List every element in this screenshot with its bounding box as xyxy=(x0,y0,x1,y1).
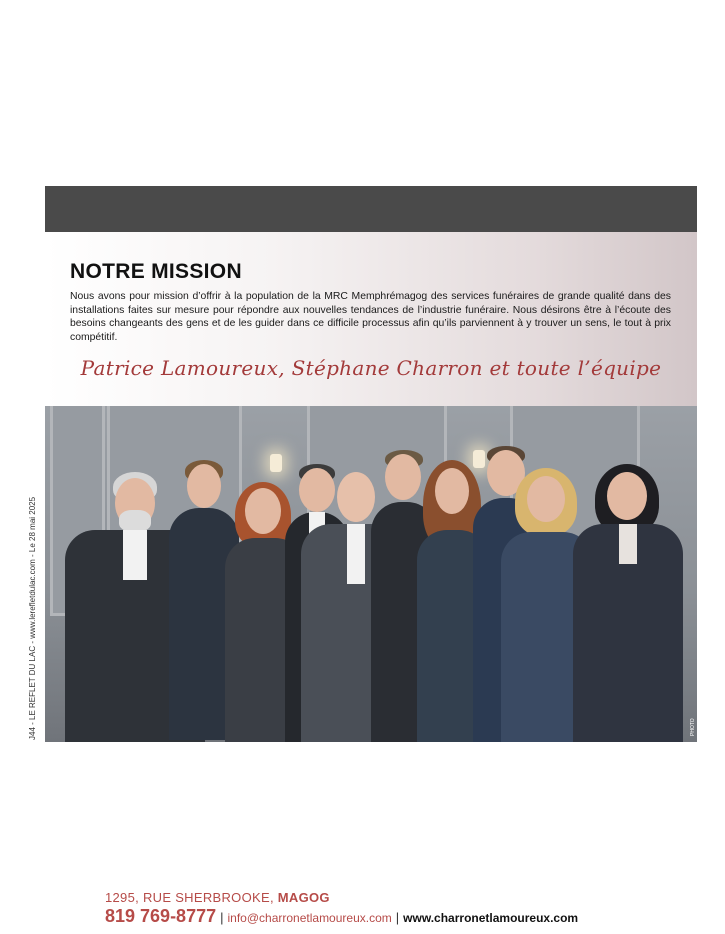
address-city: MAGOG xyxy=(277,890,330,905)
separator: | xyxy=(220,910,224,925)
phone-number[interactable]: 819 769-8777 xyxy=(105,906,217,926)
address-street: 1295, RUE SHERBROOKE, xyxy=(105,890,274,905)
team-photo xyxy=(45,406,697,926)
website-link[interactable]: www.charronetlamoureux.com xyxy=(403,911,579,925)
email-link[interactable]: info@charronetlamoureux.com xyxy=(227,911,392,925)
advertisement xyxy=(45,186,697,926)
mission-title: NOTRE MISSION xyxy=(70,260,242,283)
mission-section xyxy=(45,232,697,406)
separator: | xyxy=(395,910,400,925)
contact-line xyxy=(105,906,697,927)
address xyxy=(105,890,697,905)
contact-band xyxy=(87,884,697,934)
signature: Patrice Lamoureux, Stéphane Charron et toute l’équipe xyxy=(80,356,662,381)
wall-sconce-light xyxy=(270,454,282,472)
photo-credit: PHOTO xyxy=(690,718,696,736)
mission-text: Nous avons pour mission d’offrir à la population de la MRC Memphrémagog des services funéraires de grande qualité dans des installations faites sur mesure pour répondre aux nouvelles tendances de l’industrie funéraire. Nous désirons être à l’écoute des besoins changeants des gens et de les guider dans ce difficile processus afin qu’ils parviennent à y trouver un sens, le tout à prix compétitif. xyxy=(70,291,671,343)
side-caption: J44 - LE REFLET DU LAC - www.lerefletdulac.com - Le 28 mai 2025 xyxy=(28,496,37,740)
person-figure xyxy=(573,464,683,742)
header-bar xyxy=(45,186,697,232)
